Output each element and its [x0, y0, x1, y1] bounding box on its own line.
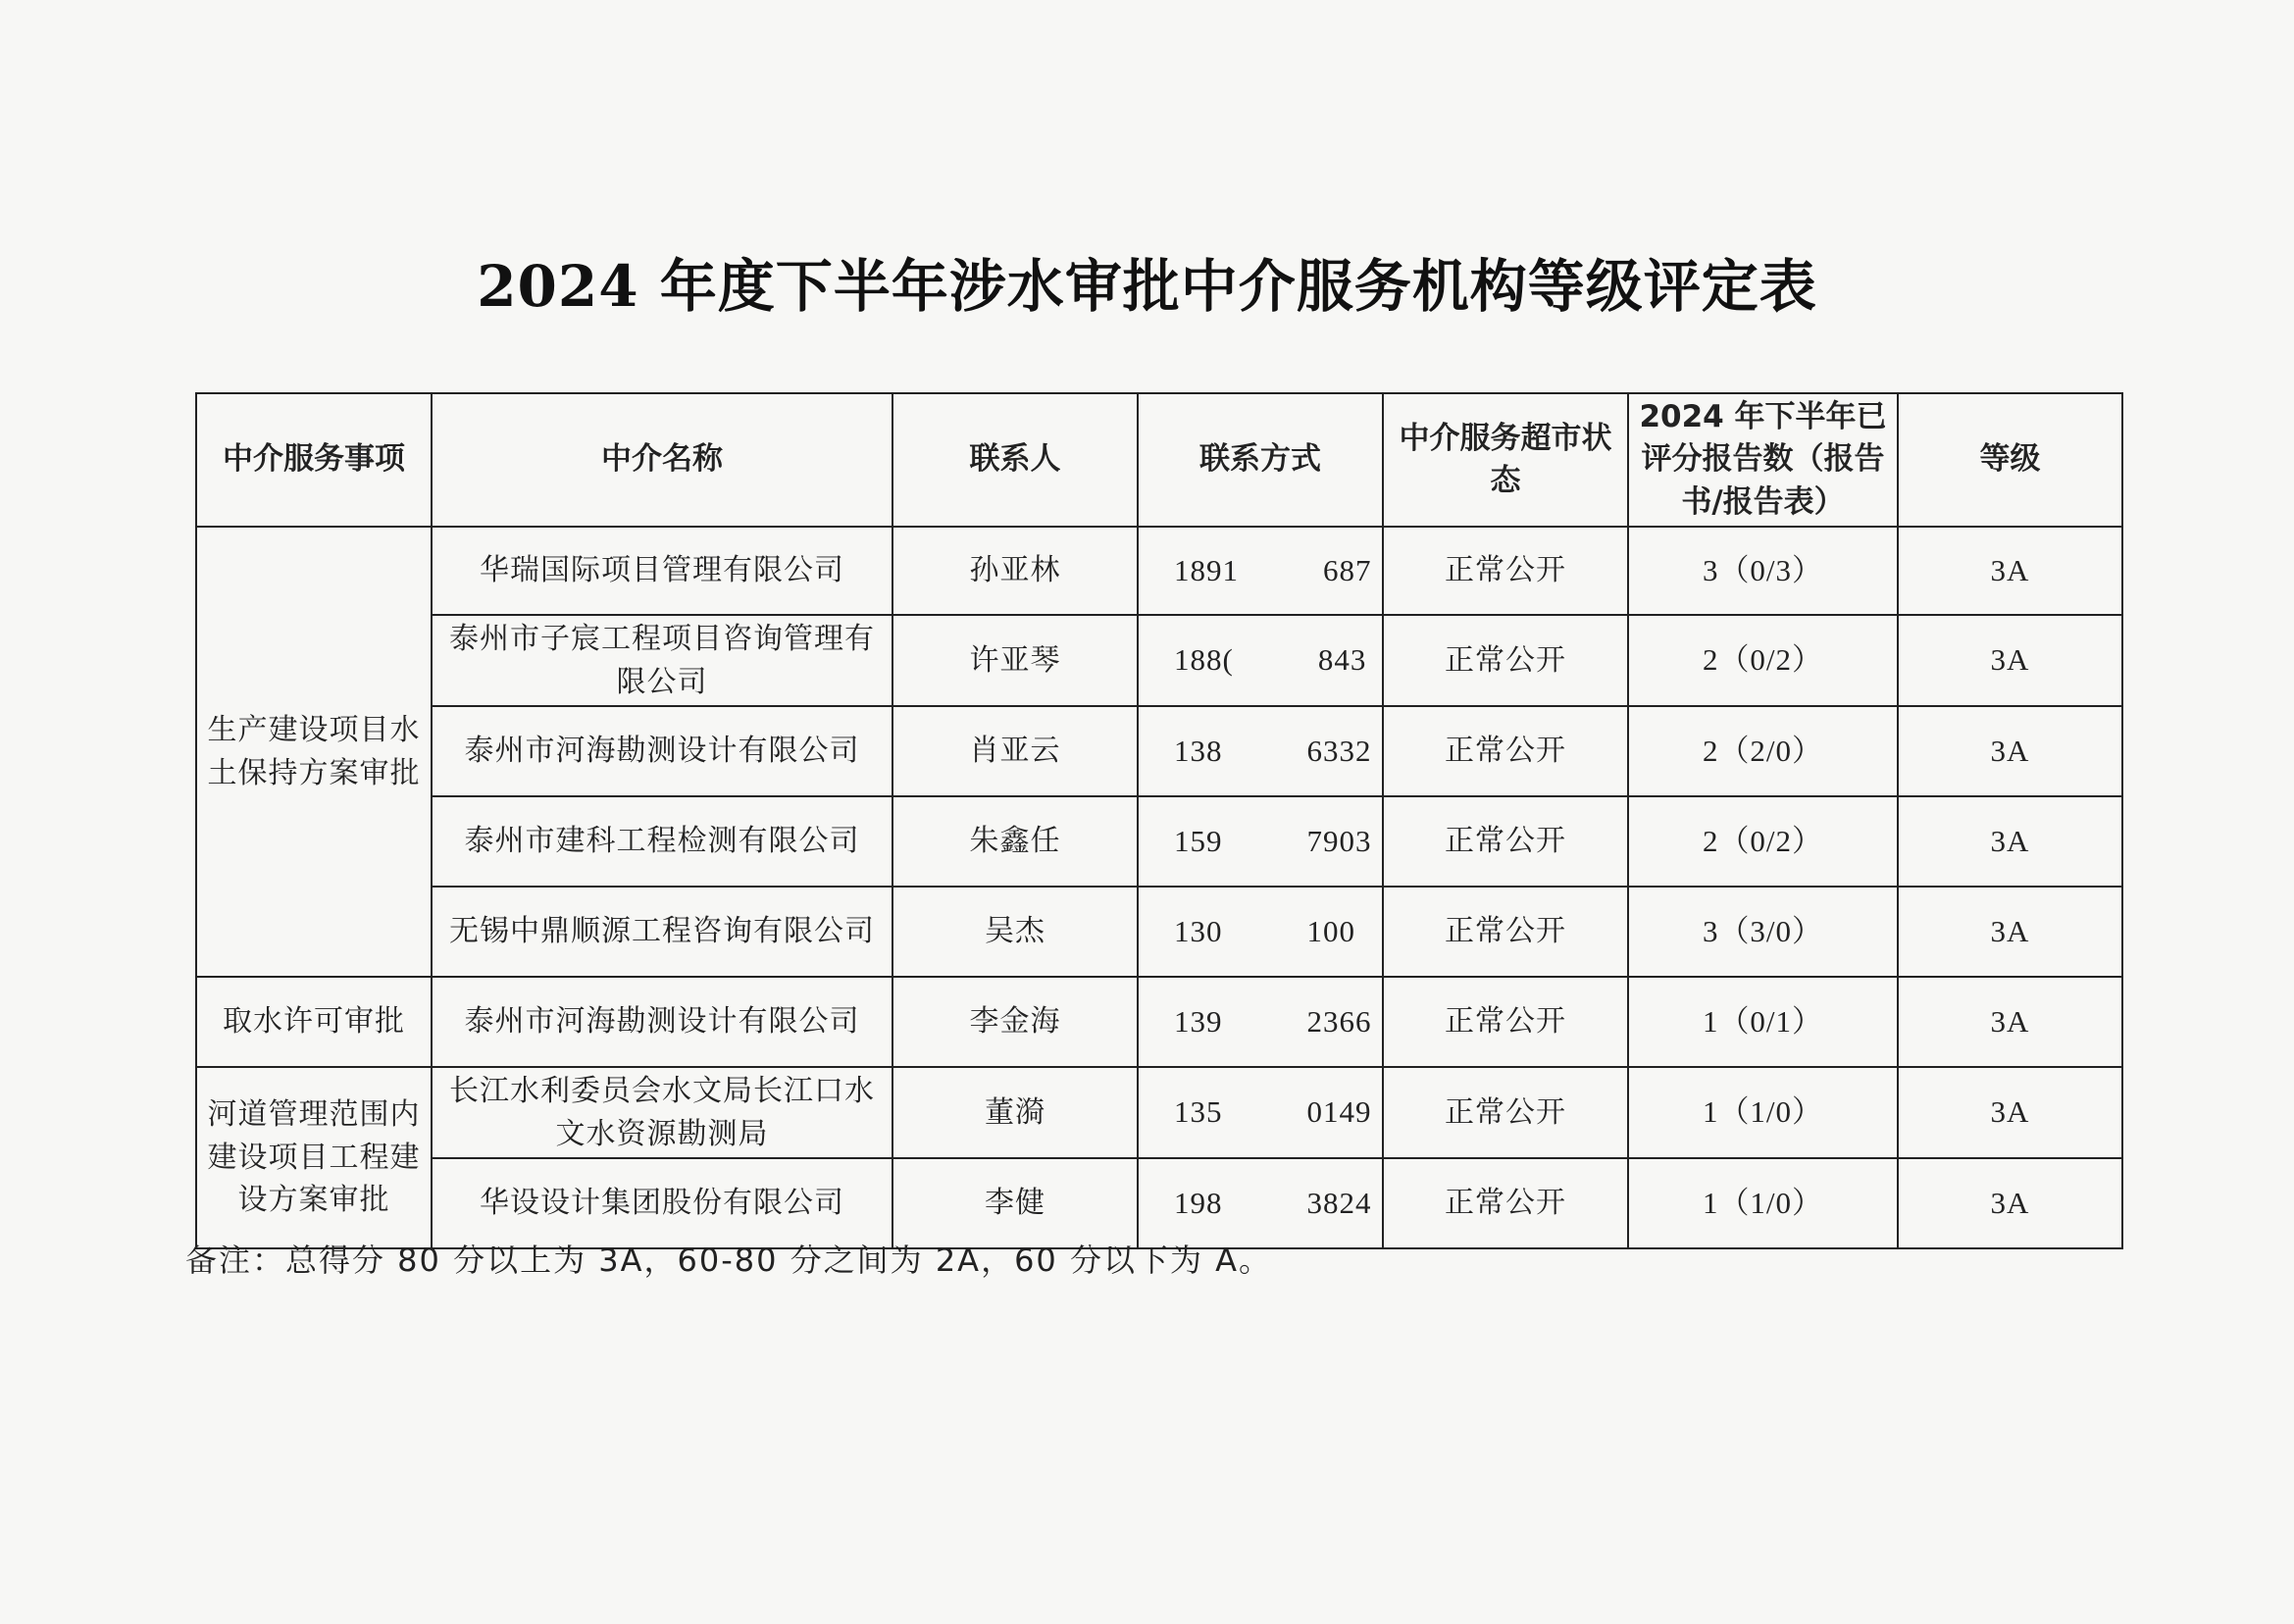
agency-name-cell: 泰州市河海勘测设计有限公司: [432, 706, 892, 796]
reports-cell: 3（3/0）: [1628, 887, 1898, 977]
category-cell: 取水许可审批: [196, 977, 432, 1067]
status-cell: 正常公开: [1383, 796, 1628, 887]
grade-cell: 3A: [1898, 1158, 2122, 1248]
phone-end: 0149: [1306, 1094, 1372, 1130]
grade-cell: 3A: [1898, 706, 2122, 796]
phone-start: 198: [1174, 1185, 1223, 1220]
header-service-item: 中介服务事项: [196, 393, 432, 527]
phone-cell: [1138, 977, 1383, 1067]
contact-person-cell: 李健: [892, 1158, 1138, 1248]
phone-end: 2366: [1306, 1003, 1372, 1039]
category-cell: 河道管理范围内建设项目工程建设方案审批: [196, 1067, 432, 1248]
table-row: [196, 527, 2122, 615]
agency-name-cell: 无锡中鼎顺源工程咨询有限公司: [432, 887, 892, 977]
grade-cell: 3A: [1898, 977, 2122, 1067]
status-cell: 正常公开: [1383, 887, 1628, 977]
contact-person-cell: 肖亚云: [892, 706, 1138, 796]
phone-cell: [1138, 615, 1383, 706]
agency-name-cell: 长江水利委员会水文局长江口水文水资源勘测局: [432, 1067, 892, 1158]
header-row: [196, 393, 2122, 527]
header-contact-person: 联系人: [892, 393, 1138, 527]
grade-cell: 3A: [1898, 615, 2122, 706]
header-contact-method: 联系方式: [1138, 393, 1383, 527]
status-cell: 正常公开: [1383, 1067, 1628, 1158]
status-cell: 正常公开: [1383, 706, 1628, 796]
reports-cell: 1（0/1）: [1628, 977, 1898, 1067]
phone-end: 100: [1306, 913, 1355, 948]
header-agency-name: 中介名称: [432, 393, 892, 527]
status-cell: 正常公开: [1383, 977, 1628, 1067]
page-title: 2024 年度下半年涉水审批中介服务机构等级评定表: [477, 253, 1817, 320]
contact-person-cell: 吴杰: [892, 887, 1138, 977]
phone-end: 3824: [1306, 1185, 1372, 1220]
phone-start: 130: [1174, 913, 1223, 948]
status-cell: 正常公开: [1383, 1158, 1628, 1248]
header-reports-count: 2024 年下半年已评分报告数（报告书/报告表）: [1628, 393, 1898, 527]
category-cell: 生产建设项目水土保持方案审批: [196, 527, 432, 977]
phone-start: 139: [1174, 1003, 1223, 1039]
contact-person-cell: 孙亚林: [892, 527, 1138, 615]
header-grade: 等级: [1898, 393, 2122, 527]
agency-name-cell: 华设设计集团股份有限公司: [432, 1158, 892, 1248]
phone-start: 188(: [1174, 642, 1234, 678]
reports-cell: 2（0/2）: [1628, 615, 1898, 706]
status-cell: 正常公开: [1383, 615, 1628, 706]
reports-cell: 2（0/2）: [1628, 796, 1898, 887]
phone-start: 1891: [1174, 552, 1239, 587]
reports-cell: 1（1/0）: [1628, 1067, 1898, 1158]
phone-end: 6332: [1306, 733, 1372, 768]
grade-cell: 3A: [1898, 527, 2122, 615]
phone-cell: [1138, 527, 1383, 615]
contact-person-cell: 李金海: [892, 977, 1138, 1067]
phone-cell: [1138, 1067, 1383, 1158]
phone-end: 687: [1323, 552, 1372, 587]
phone-end: 7903: [1306, 823, 1372, 858]
grade-table: [195, 392, 2123, 1249]
table-row: [196, 615, 2122, 706]
status-cell: 正常公开: [1383, 527, 1628, 615]
reports-cell: 3（0/3）: [1628, 527, 1898, 615]
contact-person-cell: 许亚琴: [892, 615, 1138, 706]
phone-cell: [1138, 706, 1383, 796]
grade-cell: 3A: [1898, 796, 2122, 887]
table-row: [196, 706, 2122, 796]
phone-start: 159: [1174, 823, 1223, 858]
reports-cell: 2（2/0）: [1628, 706, 1898, 796]
table-row: [196, 796, 2122, 887]
phone-cell: [1138, 796, 1383, 887]
phone-start: 138: [1174, 733, 1223, 768]
contact-person-cell: 董漪: [892, 1067, 1138, 1158]
phone-cell: [1138, 887, 1383, 977]
table-row: [196, 1067, 2122, 1158]
table-row: [196, 887, 2122, 977]
agency-name-cell: 泰州市子宸工程项目咨询管理有限公司: [432, 615, 892, 706]
grade-cell: 3A: [1898, 1067, 2122, 1158]
agency-name-cell: 泰州市建科工程检测有限公司: [432, 796, 892, 887]
remark-note: 备注：总得分 80 分以上为 3A，60-80 分之间为 2A，60 分以下为 A。: [185, 1242, 1273, 1279]
reports-cell: 1（1/0）: [1628, 1158, 1898, 1248]
agency-name-cell: 华瑞国际项目管理有限公司: [432, 527, 892, 615]
phone-end: 843: [1317, 642, 1367, 678]
header-market-status: 中介服务超市状态: [1383, 393, 1628, 527]
grade-cell: 3A: [1898, 887, 2122, 977]
phone-start: 135: [1174, 1094, 1223, 1130]
agency-name-cell: 泰州市河海勘测设计有限公司: [432, 977, 892, 1067]
contact-person-cell: 朱鑫任: [892, 796, 1138, 887]
table-row: [196, 977, 2122, 1067]
